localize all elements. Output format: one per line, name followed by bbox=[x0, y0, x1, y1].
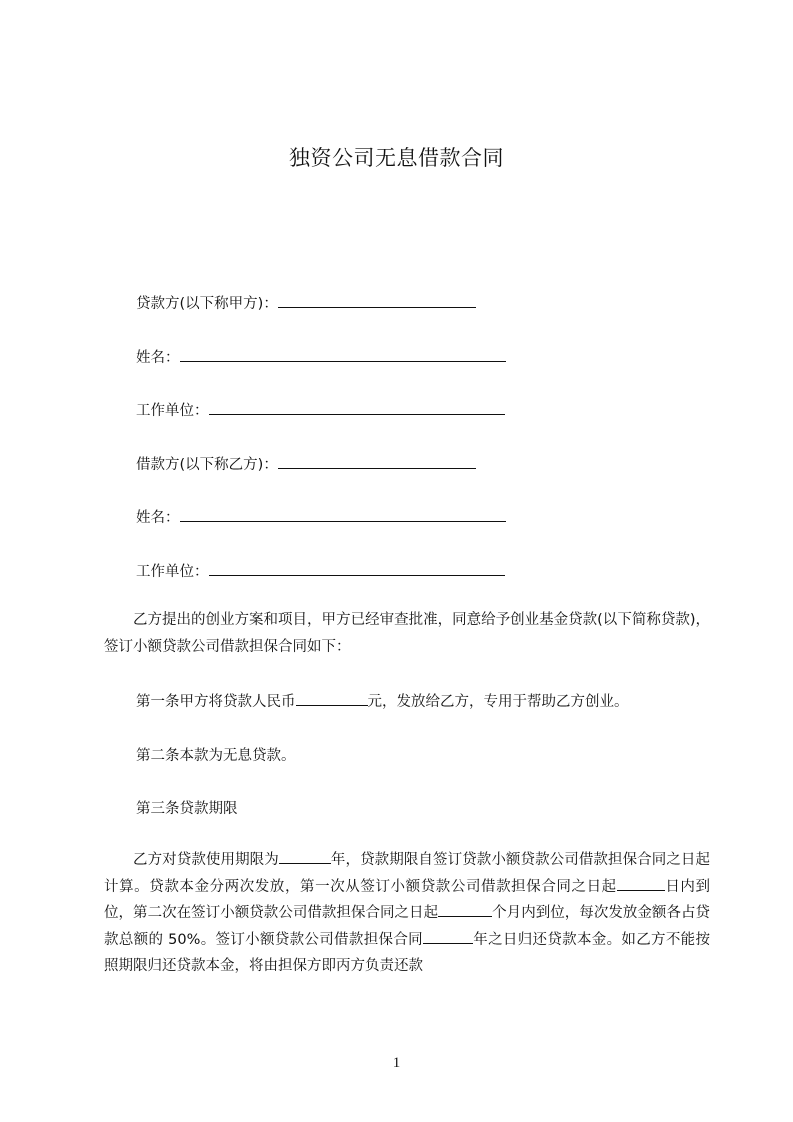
page-number: 1 bbox=[392, 1055, 401, 1071]
document-title: 独资公司无息借款合同 bbox=[289, 146, 504, 170]
article-1-amount-blank bbox=[296, 691, 368, 706]
article-3-body bbox=[104, 847, 710, 980]
borrower-label: 借款方(以下称乙方)： bbox=[136, 457, 278, 473]
article-3-text-2: 年，贷款期限自签订贷款小额贷款公司借款担保合同之日起计算。贷款本金分两次发放，第一次从签订小额贷款公司借款担保合同之日起 bbox=[104, 852, 711, 895]
borrower-field bbox=[136, 453, 476, 474]
lender-employer-blank bbox=[209, 400, 505, 415]
article-1-text-after: 元，发放给乙方，专用于帮助乙方创业。 bbox=[367, 694, 629, 710]
article-3-text-1: 乙方对贷款使用期限为 bbox=[133, 852, 279, 868]
article-3-years-blank bbox=[279, 849, 331, 864]
article-3-text-4: 个月内到位，每次发放金额各占贷款总额的 50%。签订小额贷款公司借款担保合同 bbox=[104, 905, 711, 948]
lender-employer-label: 工作单位： bbox=[136, 403, 209, 419]
borrower-name-blank bbox=[180, 507, 506, 522]
lender-name-field bbox=[136, 346, 506, 367]
lender-field bbox=[136, 292, 476, 313]
lender-blank bbox=[278, 293, 476, 308]
article-3-days-blank bbox=[617, 876, 665, 891]
borrower-employer-blank bbox=[209, 561, 505, 576]
intro-paragraph: 乙方提出的创业方案和项目，甲方已经审查批准，同意给予创业基金贷款(以下简称贷款)，签订小额贷款公司借款担保合同如下： bbox=[104, 612, 710, 655]
article-1 bbox=[136, 690, 629, 711]
borrower-blank bbox=[278, 454, 476, 469]
borrower-name-label: 姓名： bbox=[136, 510, 180, 526]
borrower-name-field bbox=[136, 506, 506, 527]
article-3-months-blank bbox=[438, 902, 492, 917]
article-3-text-5: 年之日归还贷款本金。如乙方不能按照期限归还贷款本金，将由担保方即丙方负责还款 bbox=[104, 931, 710, 974]
article-3-repay-blank bbox=[423, 929, 473, 944]
borrower-employer-field bbox=[136, 560, 505, 581]
article-2: 第二条本款为无息贷款。 bbox=[136, 748, 296, 764]
lender-label: 贷款方(以下称甲方)： bbox=[136, 296, 278, 312]
article-1-text-before: 第一条甲方将贷款人民币 bbox=[136, 694, 296, 710]
article-3-text-3: 日内到位，第二次在签订小额贷款公司借款担保合同之日起 bbox=[104, 878, 711, 921]
lender-name-blank bbox=[180, 347, 506, 362]
borrower-employer-label: 工作单位： bbox=[136, 564, 209, 580]
lender-employer-field bbox=[136, 399, 505, 420]
article-3-title: 第三条贷款期限 bbox=[136, 801, 238, 817]
lender-name-label: 姓名： bbox=[136, 350, 180, 366]
